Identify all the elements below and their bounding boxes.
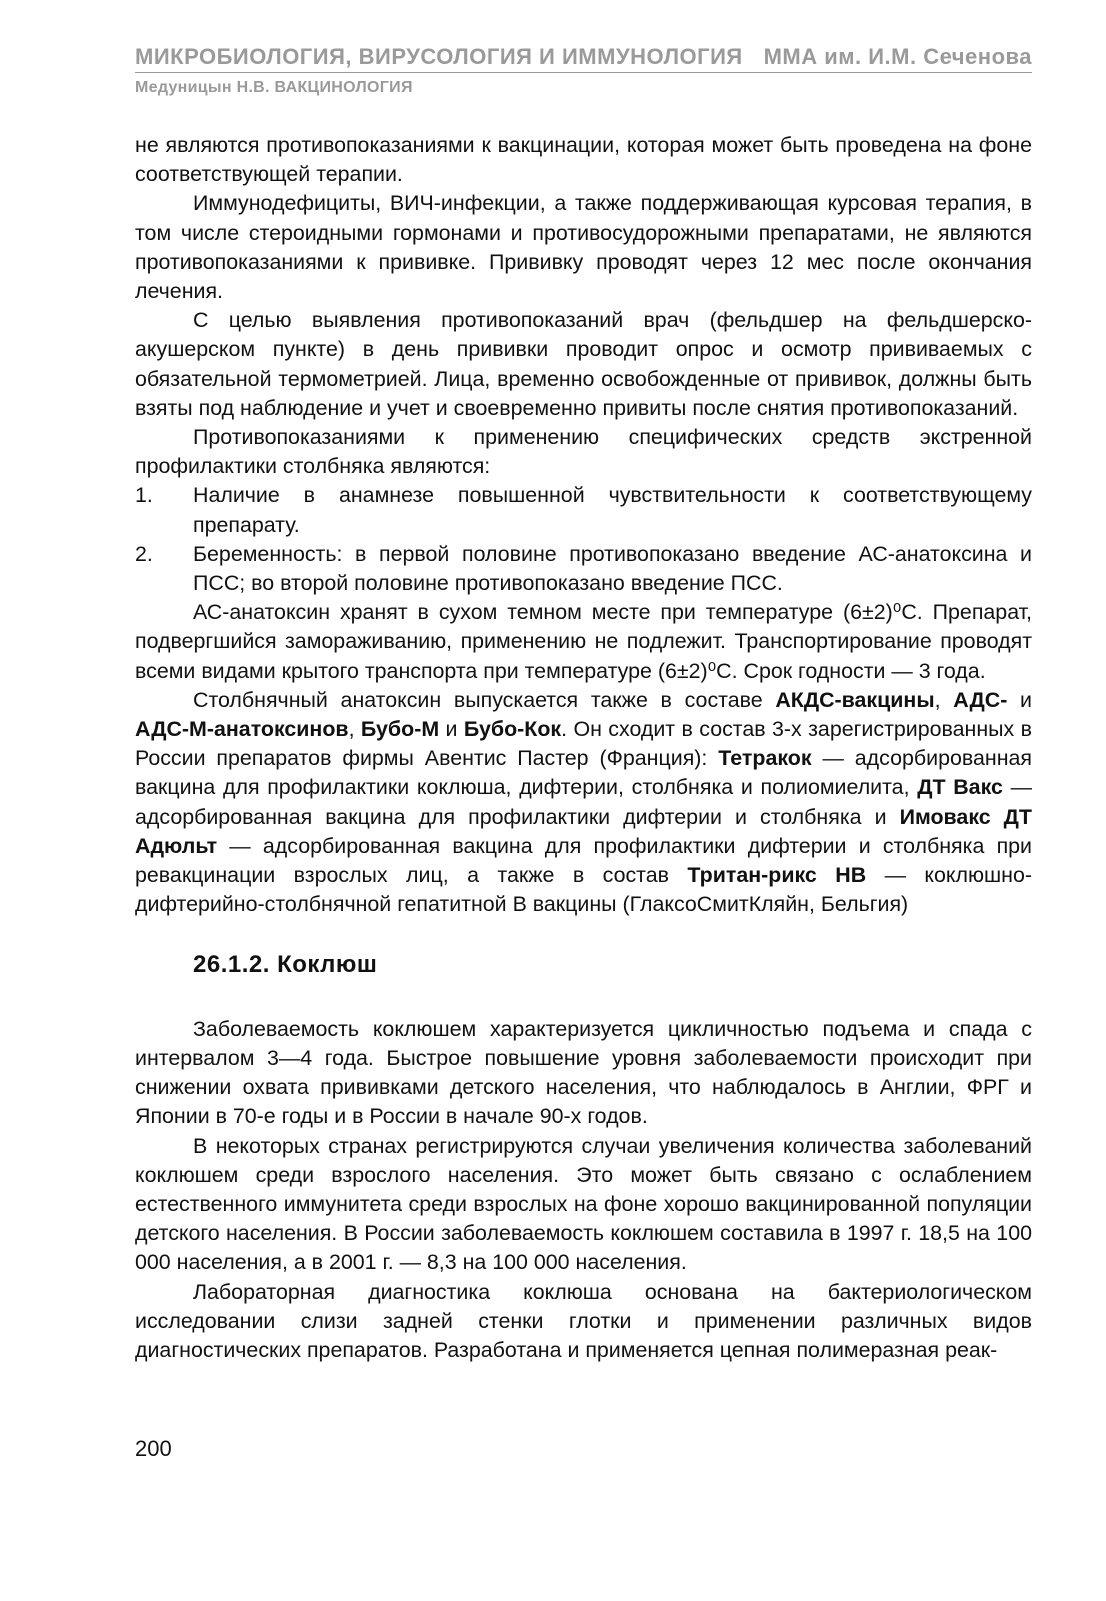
page-body	[135, 131, 1032, 1365]
list-item-text: Наличие в анамнезе повышенной чувствительности к соответствующему препарату.	[193, 483, 1032, 537]
text-run: — адсорбированная вакцина для профилактики коклюша, дифтерии, столбняка и полиомиелита,	[135, 746, 1032, 800]
text-run: Столбнячный анатоксин выпускается также в составе	[193, 687, 776, 712]
vaccine-name: Бубо-М	[360, 717, 440, 742]
vaccine-name: Бубо-Кок	[463, 717, 562, 742]
paragraph-contraindications-intro: Противопоказаниями к применению специфических средств экстренной профилактики столбняка являются:	[135, 425, 1032, 479]
header-rule	[135, 72, 1032, 73]
vaccine-name: ДТ Вакс	[917, 775, 1003, 800]
paragraph-screening: С целью выявления противопоказаний врач (фельдшер на фельдшерско-акушерском пункте) в день прививки проводит опрос и осмотр прививаемых с обязательной термометрией. Лица, временно освобожденные от прививок, должны быть взяты под наблюдение и учет и своевременно привиты после снятия противопоказаний.	[135, 308, 1032, 420]
list-item	[135, 481, 1032, 539]
text-run: ,	[348, 717, 361, 742]
header-row	[135, 44, 1032, 70]
paragraph-pertussis-diagnostics: Лабораторная диагностика коклюша основана на бактериологическом исследовании слизи задней стенки глотки и применении различных видов диагностических препаратов. Разработана и применяется цепная полимеразная реак-	[135, 1279, 1032, 1362]
paragraph-pertussis-incidence: Заболеваемость коклюшем характеризуется цикличностью подъема и спада с интервалом 3—4 года. Быстрое повышение уровня заболеваемости происходит при снижении охвата прививками детского населения, что наблюдалось в Англии, ФРГ и Японии в 70-е годы и в России в начале 90-х годов.	[135, 1016, 1032, 1129]
vaccine-name: АДС-М-анатоксинов	[135, 717, 349, 742]
list-item-number: 2.	[135, 541, 153, 566]
list-item-number: 1.	[135, 483, 153, 508]
header-institution: ММА им. И.М. Сеченова	[763, 44, 1032, 69]
vaccine-name: АДС-	[953, 687, 1008, 712]
vaccine-name: Тетракок	[718, 746, 812, 771]
vaccine-name: Тритан-рикс НВ	[687, 863, 867, 888]
text-run: — адсорбированная вакцина для профилактики дифтерии и столбняка при ревакцинации взрослых лиц, а также в состав	[135, 833, 1032, 888]
paragraph-storage: АС-анатоксин хранят в сухом темном месте при температуре (6±2)⁰С. Препарат, подвергшийся замораживанию, применению не подлежит. Транспортирование проводят всеми видами крытого транспорта при температуре (6±2)⁰С. Срок годности — 3 года.	[135, 600, 1032, 683]
paragraph-combined-vaccines	[135, 686, 1032, 920]
header-book-title: Медуницын Н.В. ВАКЦИНОЛОГИЯ	[135, 79, 413, 96]
text-run: ,	[934, 687, 954, 712]
list-item-text: Беременность: в первой половине противопоказано введение АС-анатоксина и ПСС; во второй половине противопоказано введение ПСС.	[193, 541, 1032, 596]
text-run: и	[1007, 687, 1032, 712]
vaccine-name: Имовакс ДТ Адюльт	[135, 804, 1032, 858]
list-item	[135, 540, 1032, 598]
text-run: — адсорбированная вакцина для профилактики дифтерии и столбняка и	[135, 775, 1032, 829]
running-header	[135, 44, 1032, 97]
text-run: . Он сходит в состав 3-х зарегистрированных в России препаратов фирмы Авентис Пастер (Франция):	[135, 717, 1032, 771]
text-run: и	[439, 717, 464, 742]
page-number: 200	[135, 1436, 172, 1461]
paragraph-continuation: не являются противопоказаниями к вакцинации, которая может быть проведена на фоне соответствующей терапии.	[135, 133, 1032, 187]
vaccine-name: АКДС-вакцины	[775, 687, 935, 712]
section-heading: 26.1.2. Коклюш	[193, 951, 378, 979]
paragraph-pertussis-adults: В некоторых странах регистрируются случаи увеличения количества заболеваний коклюшем среди взрослого населения. Это может быть связано с ослаблением естественного иммунитета среди взрослых на фоне хорошо вакцинированной популяции детского населения. В России заболеваемость коклюшем составила в 1997 г. 18,5 на 100 000 населения, а в 2001 г. — 8,3 на 100 000 населения.	[135, 1133, 1032, 1275]
header-subject: МИКРОБИОЛОГИЯ, ВИРУСОЛОГИЯ И ИММУНОЛОГИЯ	[135, 44, 743, 69]
text-run: — коклюшно-дифтерийно-столбнячной гепатитной В вакцины (ГлаксоСмитКляйн, Бельгия)	[135, 863, 1033, 917]
paragraph-immunodeficiency: Иммунодефициты, ВИЧ-инфекции, а также поддерживающая курсовая терапия, в том числе стероидными гормонами и противосудорожными препаратами, не являются противопоказаниями к прививке. Прививку проводят через 12 мес после окончания лечения.	[135, 191, 1032, 304]
